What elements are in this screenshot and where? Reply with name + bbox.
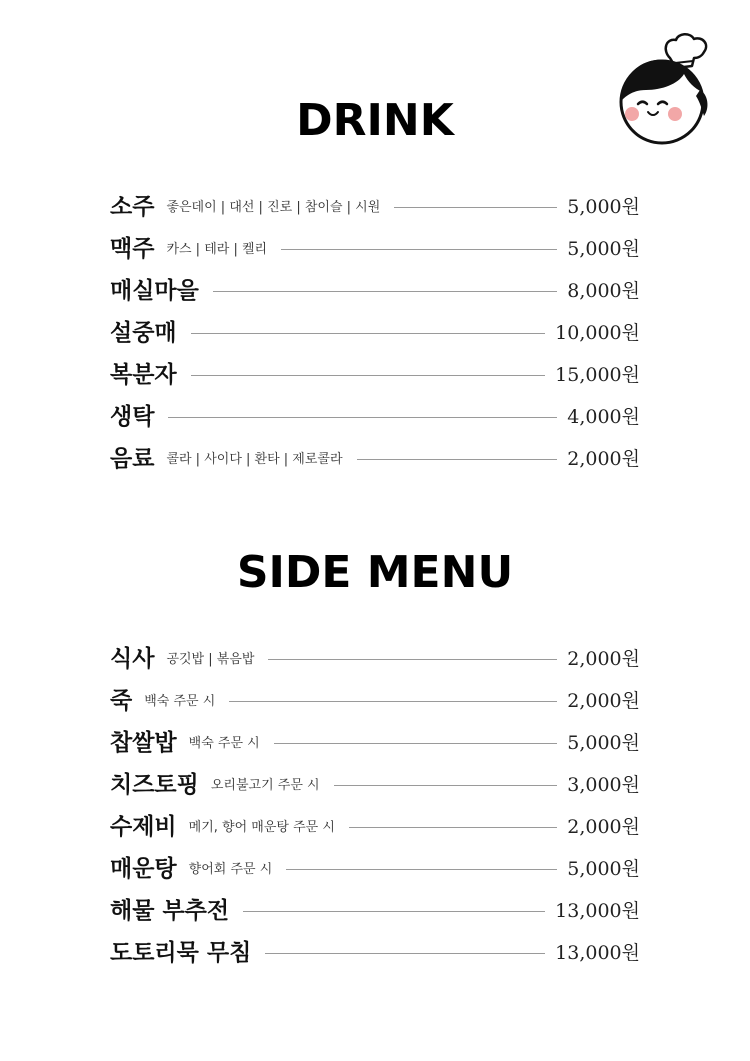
item-price: 8,000원: [567, 279, 640, 302]
item-price: 13,000원: [555, 941, 640, 964]
item-price: 5,000원: [567, 237, 640, 260]
item-name: 소주: [110, 193, 155, 220]
item-name: 복분자: [110, 361, 177, 388]
item-desc: 공깃밥 | 볶음밥: [166, 651, 255, 667]
item-name: 생탁: [110, 403, 155, 430]
menu-item: [110, 806, 640, 848]
item-desc: 백숙 주문 시: [188, 735, 260, 751]
leader-line: [286, 869, 557, 870]
item-price: 2,000원: [567, 647, 640, 670]
item-name: 치즈토핑: [110, 771, 199, 798]
menu-item: [110, 354, 640, 396]
menu-item: [110, 312, 640, 354]
item-price: 15,000원: [555, 363, 640, 386]
item-name: 찹쌀밥: [110, 729, 177, 756]
item-price: 5,000원: [567, 195, 640, 218]
leader-line: [191, 375, 546, 376]
side-menu-list: [110, 638, 640, 974]
item-price: 2,000원: [567, 447, 640, 470]
item-desc: 오리불고기 주문 시: [210, 777, 320, 793]
menu-item: [110, 764, 640, 806]
item-name: 설중매: [110, 319, 177, 346]
menu-item: [110, 932, 640, 974]
leader-line: [357, 459, 558, 460]
item-price: 3,000원: [567, 773, 640, 796]
item-name: 수제비: [110, 813, 177, 840]
item-name: 음료: [110, 445, 155, 472]
menu-item: [110, 186, 640, 228]
item-price: 5,000원: [567, 857, 640, 880]
item-desc: 좋은데이 | 대선 | 진로 | 참이슬 | 시원: [166, 199, 381, 215]
leader-line: [191, 333, 546, 334]
leader-line: [334, 785, 558, 786]
menu-item: [110, 228, 640, 270]
menu-item: [110, 438, 640, 480]
leader-line: [268, 659, 557, 660]
leader-line: [229, 701, 557, 702]
item-name: 매실마을: [110, 277, 199, 304]
item-desc: 콜라 | 사이다 | 환타 | 제로콜라: [166, 451, 343, 467]
leader-line: [349, 827, 557, 828]
leader-line: [168, 417, 557, 418]
leader-line: [243, 911, 545, 912]
item-name: 매운탕: [110, 855, 177, 882]
leader-line: [265, 953, 545, 954]
side-menu-section-title: SIDE MENU: [236, 547, 514, 598]
menu-item: [110, 396, 640, 438]
leader-line: [213, 291, 557, 292]
item-price: 4,000원: [567, 405, 640, 428]
item-name: 죽: [110, 687, 133, 714]
item-name: 도토리묵 무침: [110, 939, 252, 966]
item-price: 2,000원: [567, 689, 640, 712]
menu-item: [110, 722, 640, 764]
item-desc: 향어회 주문 시: [188, 861, 273, 877]
leader-line: [281, 249, 557, 250]
item-name: 해물 부추전: [110, 897, 230, 924]
item-name: 식사: [110, 645, 155, 672]
item-price: 2,000원: [567, 815, 640, 838]
drink-menu-list: [110, 186, 640, 480]
menu-item: [110, 638, 640, 680]
menu-item: [110, 848, 640, 890]
leader-line: [394, 207, 557, 208]
item-price: 10,000원: [555, 321, 640, 344]
menu-item: [110, 680, 640, 722]
item-desc: 카스 | 테라 | 켈리: [166, 241, 268, 257]
item-desc: 백숙 주문 시: [144, 693, 216, 709]
leader-line: [274, 743, 558, 744]
item-price: 5,000원: [567, 731, 640, 754]
drink-section-title: DRINK: [296, 95, 454, 146]
menu-item: [110, 890, 640, 932]
item-price: 13,000원: [555, 899, 640, 922]
item-desc: 메기, 향어 매운탕 주문 시: [188, 819, 335, 835]
item-name: 맥주: [110, 235, 155, 262]
menu-item: [110, 270, 640, 312]
